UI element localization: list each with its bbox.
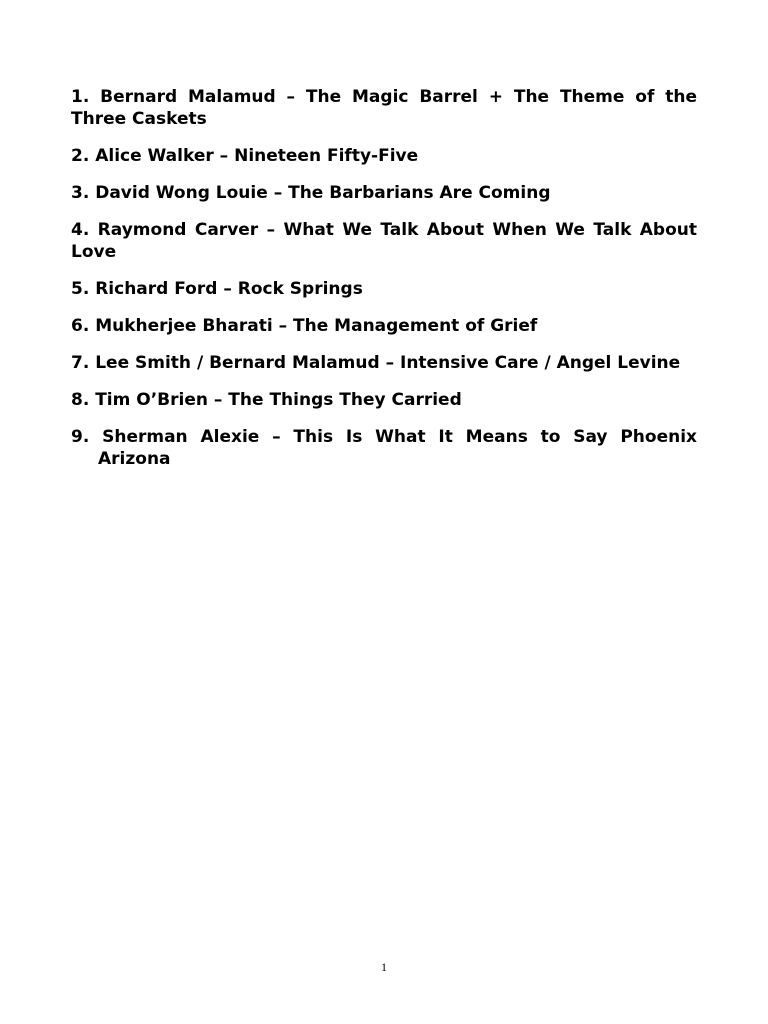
list-item: 4. Raymond Carver – What We Talk About When We Talk About Love <box>71 220 697 262</box>
list-item: 6. Mukherjee Bharati – The Management of Grief <box>71 316 538 336</box>
list-item: 1. Bernard Malamud – The Magic Barrel + The Theme of the Three Caskets <box>71 87 697 129</box>
list-item: 5. Richard Ford – Rock Springs <box>71 279 363 299</box>
list-item: 3. David Wong Louie – The Barbarians Are Coming <box>71 183 551 203</box>
list-item: 9. Sherman Alexie – This Is What It Means to Say Phoenix Arizona <box>71 427 697 469</box>
list-item: 7. Lee Smith / Bernard Malamud – Intensive Care / Angel Levine <box>71 353 681 373</box>
list-item: 8. Tim O’Brien – The Things They Carried <box>71 390 462 410</box>
list-item: 2. Alice Walker – Nineteen Fifty-Five <box>71 146 419 166</box>
page-number: 1 <box>381 960 387 974</box>
reading-list <box>71 86 697 485</box>
